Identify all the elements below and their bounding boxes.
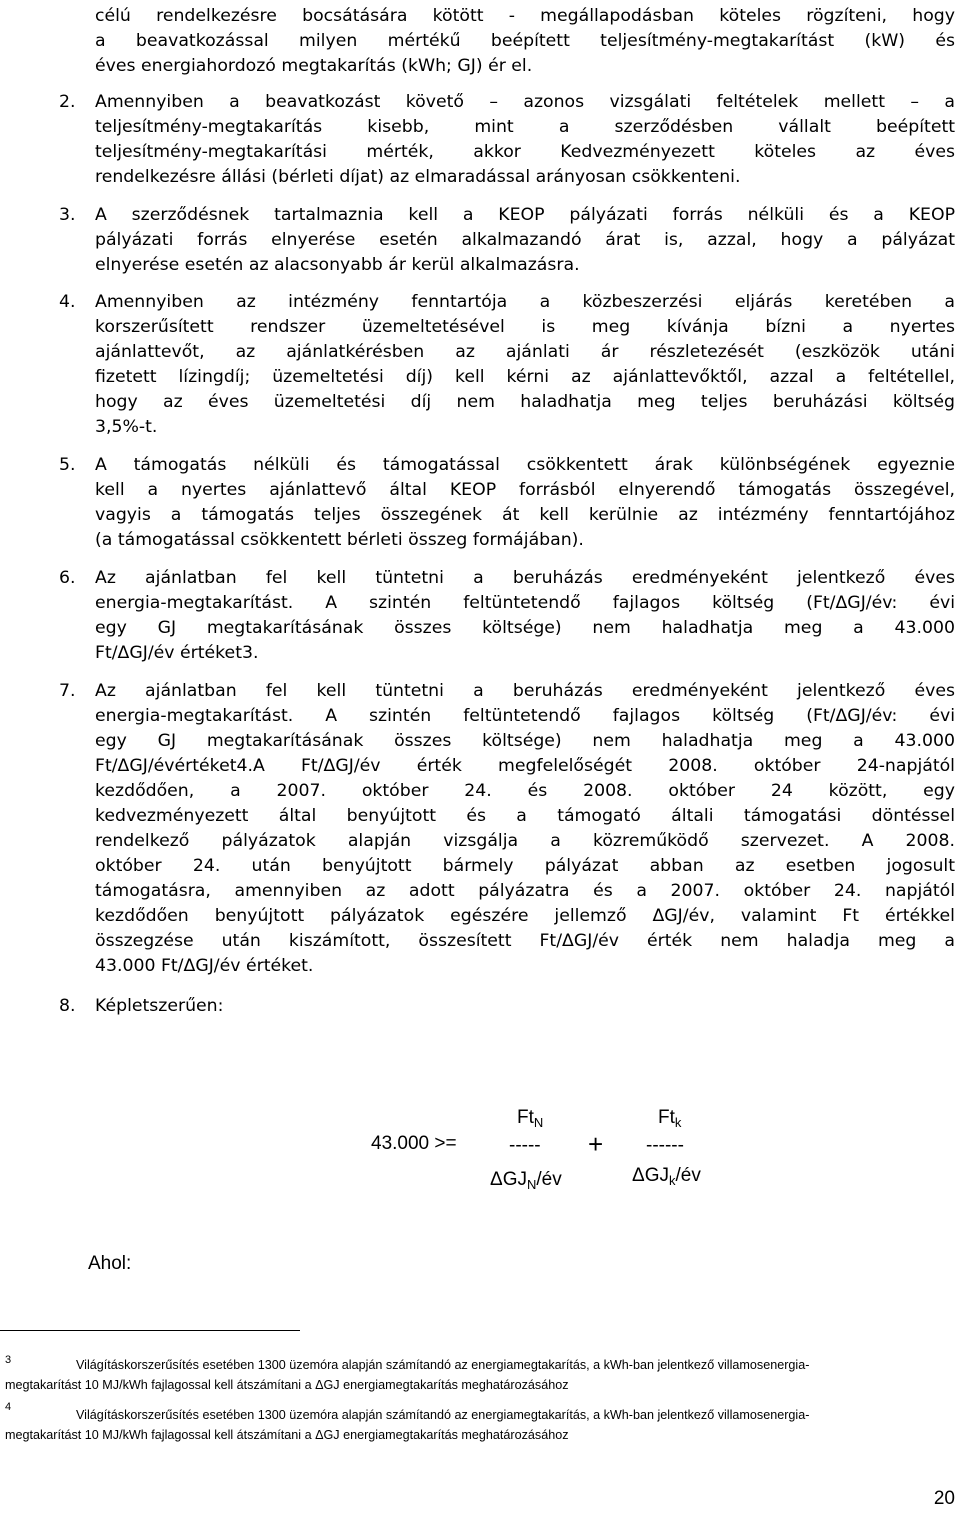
text-line: pályázati forrás elnyerése esetén alkalmazandó árat is, azzal, hogy a pályázat — [95, 230, 955, 250]
text-line: 3,5%-t. — [95, 417, 158, 437]
item-number: 3. — [59, 205, 76, 225]
footnote-text: Világításkorszerűsítés esetében 1300 üzemóra alapján számítandó az energiamegtakarítás, a kWh-ban jelentkező villamosenergia- — [76, 1358, 810, 1372]
term2-fraction-bar: ------ — [646, 1135, 684, 1156]
formula-plus: + — [588, 1129, 604, 1159]
term1-fraction-bar: ----- — [509, 1135, 541, 1156]
item-number: 6. — [59, 568, 76, 588]
footnote-text: megtakarítást 10 MJ/kWh fajlagossal kell átszámítani a ΔGJ energiamegtakarítás meghatározásához — [5, 1428, 569, 1442]
term2-numerator: $Ft_k$ — [658, 1107, 682, 1130]
text-line: rendelkezésre állási (bérleti díjat) az elmaradással arányosan csökkenteni. — [95, 167, 741, 187]
text-line: A támogatás nélküli és támogatással csökkentett árak különbségének egyeznie — [95, 455, 955, 475]
item-number: 7. — [59, 681, 76, 701]
text-line: teljesítmény-megtakarítási mérték, akkor Kedvezményezett köteles az éves — [95, 142, 955, 162]
text-line: vagyis a támogatás teljes összegének át kell kerülnie az intézmény fenntartójához — [95, 505, 955, 525]
text-line: támogatásra, amennyiben az adott pályázatra és a 2007. október 24. napjától — [95, 881, 955, 901]
term1-numerator: $Ft_N$ — [517, 1107, 544, 1130]
text-line: Amennyiben a beavatkozást követő – azonos vizsgálati feltételek mellett – a — [95, 92, 955, 112]
text-line: október 24. után benyújtott bármely pályázat abban az esetben jogosult — [95, 856, 955, 876]
text-line: kezdődően benyújtott pályázatok egészére jellemző ΔGJ/év, valamint Ft értékkel — [95, 906, 955, 926]
formula-lhs: 43.000 >= — [371, 1133, 457, 1154]
term2-denominator: $\Delta GJ_k/év$ — [632, 1165, 701, 1188]
text-line: korszerűsített rendszer üzemeltetésével is meg kívánja bízni a nyertes — [95, 317, 955, 337]
text-line: energia-megtakarítást. A szintén feltüntetendő fajlagos költség (Ft/ΔGJ/év: évi — [95, 706, 955, 726]
text-line: 43.000 Ft/ΔGJ/év értéket. — [95, 956, 314, 976]
text-line: teljesítmény-megtakarítás kisebb, mint a szerződésben vállalt beépített — [95, 117, 955, 137]
text-line: összegzése után kiszámított, összesített Ft/ΔGJ/év érték nem haladja meg a — [95, 931, 955, 951]
text-line: éves energiahordozó megtakarítás (kWh; GJ) ér el. — [95, 56, 533, 76]
text-line: elnyerése esetén az alacsonyabb ár kerül alkalmazásra. — [95, 255, 580, 275]
text-line: fizetett lízingdíj; üzemeltetési díj) kell kérni az ajánlattevőktől, azzal a feltétellel, — [95, 367, 955, 387]
item-number: 4. — [59, 292, 76, 312]
text-line: egy GJ megtakarításának összes költsége) nem haladhatja meg a 43.000 — [95, 731, 955, 751]
text-line: ajánlattevőt, az ajánlatkérésben az ajánlati ár részletezését (eszközök utáni — [95, 342, 955, 362]
text-line: rendelkező pályázatok alapján vizsgálja a közreműködő szervezet. A 2008. — [95, 831, 955, 851]
text-line: hogy az éves üzemeltetési díj nem haladhatja meg teljes beruházási költség — [95, 392, 955, 412]
ahol-label: Ahol: — [88, 1253, 132, 1274]
footnote-text: Világításkorszerűsítés esetében 1300 üzemóra alapján számítandó az energiamegtakarítás, a kWh-ban jelentkező villamosenergia- — [76, 1408, 810, 1422]
text-line: kezdődően, a 2007. október 24. és 2008. október 24 között, egy — [95, 781, 955, 801]
item-number: 5. — [59, 455, 76, 475]
item-number: 8. — [59, 996, 76, 1016]
text-line: (a támogatással csökkentett bérleti összeg formájában). — [95, 530, 584, 550]
text-line: energia-megtakarítást. A szintén feltüntetendő fajlagos költség (Ft/ΔGJ/év: évi — [95, 593, 955, 613]
text-line: Képletszerűen: — [95, 996, 224, 1016]
term1-denominator: $\Delta GJ_N/év$ — [490, 1169, 562, 1192]
text-line: kell a nyertes ajánlattevő által KEOP forrásból elnyerendő támogatás összegével, — [95, 480, 955, 500]
footnote-separator — [0, 1330, 300, 1331]
footnote-mark: 4 — [5, 1401, 12, 1413]
text-line: Ft/ΔGJ/évértéket4.A Ft/ΔGJ/év érték megfelelőségét 2008. október 24-napjától — [95, 756, 955, 776]
text-line: A szerződésnek tartalmaznia kell a KEOP pályázati forrás nélküli és a KEOP — [95, 205, 955, 225]
page-number: 20 — [933, 1488, 955, 1509]
text-line: egy GJ megtakarításának összes költsége) nem haladhatja meg a 43.000 — [95, 618, 955, 638]
text-line: Az ajánlatban fel kell tüntetni a beruházás eredményeként jelentkező éves — [95, 568, 955, 588]
text-line: célú rendelkezésre bocsátására kötött - megállapodásban köteles rögzíteni, hogy — [95, 6, 955, 26]
footnote-text: megtakarítást 10 MJ/kWh fajlagossal kell átszámítani a ΔGJ energiamegtakarítás meghatározásához — [5, 1378, 569, 1392]
text-line: Az ajánlatban fel kell tüntetni a beruházás eredményeként jelentkező éves — [95, 681, 955, 701]
text-line: a beavatkozással milyen mértékű beépített teljesítmény-megtakarítást (kW) és — [95, 31, 955, 51]
footnote-mark: 3 — [5, 1354, 12, 1366]
text-line: Ft/ΔGJ/év értéket3. — [95, 643, 259, 663]
text-line: Amennyiben az intézmény fenntartója a közbeszerzési eljárás keretében a — [95, 292, 955, 312]
text-line: kedvezményezett által benyújtott és a támogató általi támogatási döntéssel — [95, 806, 955, 826]
item-number: 2. — [59, 92, 76, 112]
